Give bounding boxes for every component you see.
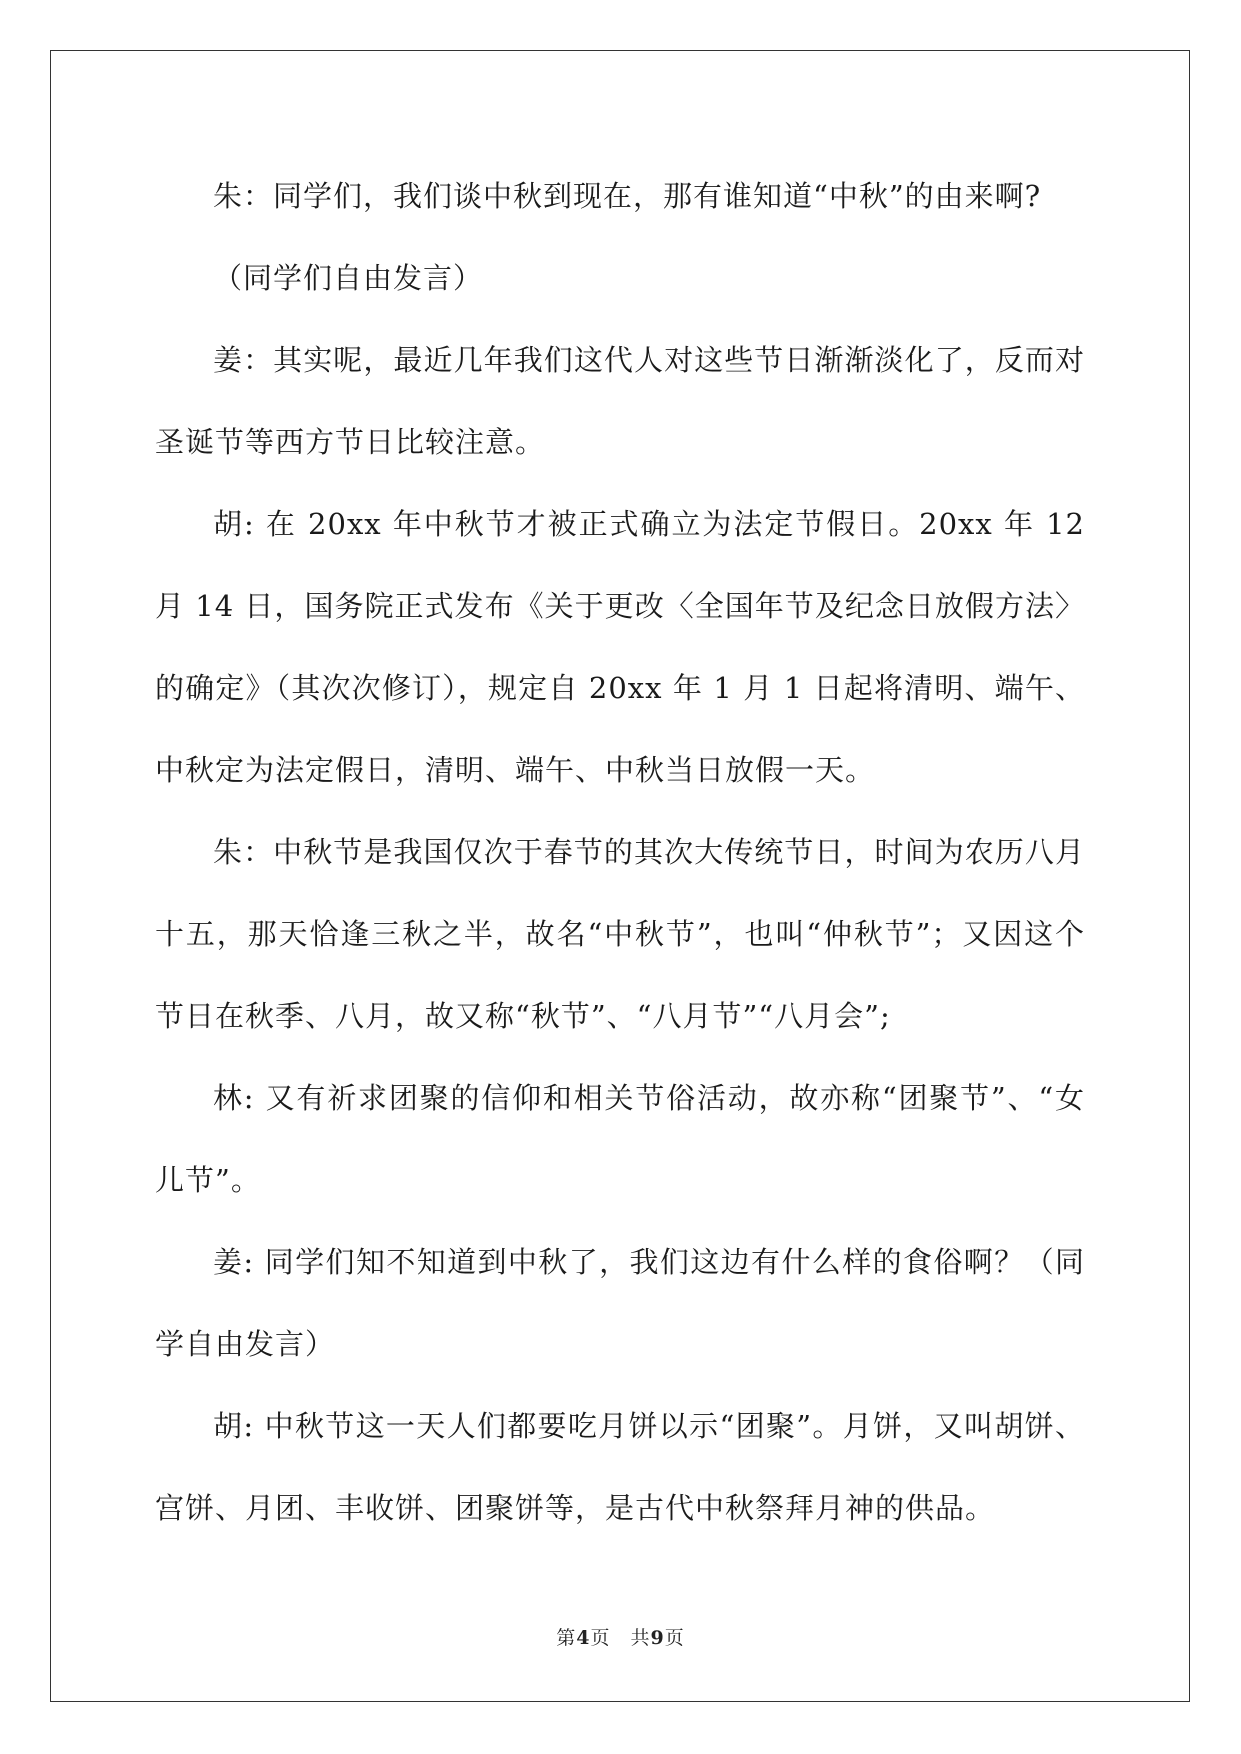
paragraph-4: 胡: 在 20xx 年中秋节才被正式确立为法定节假日。20xx 年 12 月 14 日，国务院正式发布《关于更改〈全国年节及纪念日放假方法〉的确定》（其次次修订），规定自 20xx 年 1 月 1 日起将清明、端午、中秋定为法定假日，清明、端午、中秋当日放假一天。 — [155, 507, 1085, 787]
page-prefix: 第 — [556, 1627, 577, 1649]
total-pages: 9 — [650, 1627, 665, 1649]
paragraph-3: 姜：其实呢，最近几年我们这代人对这些节日渐渐淡化了，反而对圣诞节等西方节日比较注意。 — [155, 343, 1085, 459]
paragraph-5: 朱：中秋节是我国仅次于春节的其次大传统节日，时间为农历八月十五，那天恰逢三秋之半，故名“中秋节”，也叫“仲秋节”；又因这个节日在秋季、八月，故又称“秋节”、“八月节”“八月会”; — [155, 835, 1085, 1033]
page-suffix: 页 — [664, 1627, 685, 1649]
page-number-footer — [0, 1626, 1241, 1650]
document-body — [155, 155, 1085, 1549]
paragraph-7: 姜: 同学们知不知道到中秋了，我们这边有什么样的食俗啊？（同学自由发言） — [155, 1245, 1085, 1361]
page-mid: 页 共 — [590, 1627, 651, 1649]
paragraph-6: 林: 又有祈求团聚的信仰和相关节俗活动，故亦称“团聚节”、“女儿节”。 — [155, 1081, 1085, 1197]
paragraph-2: （同学们自由发言） — [213, 261, 484, 295]
paragraph-1: 朱：同学们，我们谈中秋到现在，那有谁知道“中秋”的由来啊? — [213, 179, 1042, 213]
paragraph-8: 胡: 中秋节这一天人们都要吃月饼以示“团聚”。月饼，又叫胡饼、宫饼、月团、丰收饼、团聚饼等，是古代中秋祭拜月神的供品。 — [155, 1409, 1085, 1525]
current-page: 4 — [576, 1627, 591, 1649]
